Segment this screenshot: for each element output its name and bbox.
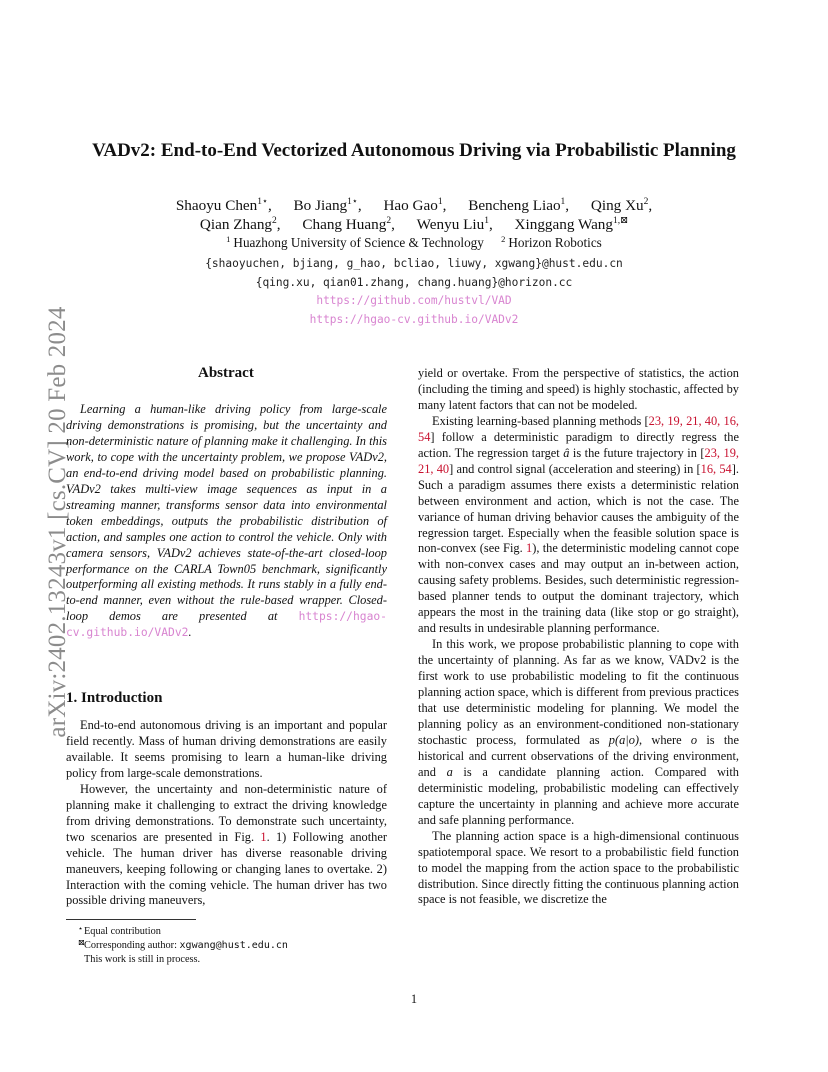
author: Xinggang Wang$^{1,⊠}$ xyxy=(514,216,629,233)
author: Shaoyu Chen$^{1⋆}$, xyxy=(175,197,272,214)
abstract-heading: Abstract xyxy=(198,365,254,381)
intro-heading: 1. Introduction xyxy=(66,690,163,706)
figure-ref[interactable]: 1 xyxy=(526,541,533,556)
email-horizon: {qing.xu, qian01.zhang, chang.huang}@horizon.cc xyxy=(255,276,573,289)
author: Qian Zhang$^2$, xyxy=(199,216,281,233)
citation[interactable]: 23, 19, 21, 40 xyxy=(418,445,739,476)
figure-ref[interactable]: 1 xyxy=(260,829,267,844)
affiliations xyxy=(0,234,828,251)
affiliation: $^2$ Horizon Robotics xyxy=(501,234,602,250)
citation[interactable]: 23, 19, 21, 40, 16, 54 xyxy=(418,413,739,444)
author: Hao Gao$^1$, xyxy=(383,197,447,214)
author: Qing Xu$^2$, xyxy=(590,197,653,214)
body-paragraph: The planning action space is a high-dimensional continuous spatiotemporal space. We resort to a probabilistic field function to model the mapping from the action space to the probabilistic distribution. Since directly fitting the continuous planning action space is not feasible, we discretize the xyxy=(418,828,739,907)
footnote-rule xyxy=(66,919,196,920)
body-paragraph: yield or overtake. From the perspective of statistics, the action (including the timing and speed) is highly stochastic, affected by many latent factors that can not be modeled. xyxy=(418,366,739,412)
footnote-progress: This work is still in process. xyxy=(84,954,201,965)
author: Chang Huang$^2$, xyxy=(302,216,395,233)
authors-line-2 xyxy=(0,215,828,234)
footnotes xyxy=(78,924,288,967)
project-link[interactable]: https://hgao-cv.github.io/VADv2 xyxy=(309,313,519,326)
right-column xyxy=(418,366,739,908)
body-paragraph: In this work, we propose probabilistic planning to cope with the uncertainty of planning. As far as we know, VADv2 is the first work to use probabilistic modeling to fit the continuous planning action space, which is different from previous practices that use deterministic modeling for planning. We model the planning policy as an environment-conditioned non-stationary stochastic process, formulated as p(a|o), where o is the historical and current observations of the driving environment, and a is a candidate planning action. Compared with deterministic modeling, probabilistic modeling can effectively capture the uncertainty in planning and achieve more accurate and safe planning performance. xyxy=(418,637,739,827)
citation[interactable]: 16, 54 xyxy=(700,461,732,476)
authors-line-1 xyxy=(0,196,828,215)
abstract-body: Learning a human-like driving policy from large-scale driving demonstrations is promising, but the uncertainty and non-deterministic nature of planning make it challenging. In this work, to cope with the uncertainty problem, we propose VADv2, an end-to-end driving model based on probabilistic planning. VADv2 takes multi-view image sequences as input in a streaming manner, transforms sensor data into environmental token embeddings, outputs the probabilistic distribution of action, and samples one action to control the vehicle. Only with camera sensors, VADv2 achieves state-of-the-art closed-loop performance on the CARLA Town05 benchmark, significantly outperforming all existing methods. It runs stably in a fully end-to-end manner, even without the rule-based wrapper. Closed-loop demos are presented at https://hgao-cv.github.io/VADv2. xyxy=(66,402,387,640)
author: Bencheng Liao$^1$, xyxy=(468,197,570,214)
affiliation: $^1$ Huazhong University of Science & Technology xyxy=(226,234,484,250)
arxiv-identifier: arXiv:2402.13243v1 [cs.CV] 20 Feb 2024 xyxy=(44,306,71,738)
paper-title: VADv2: End-to-End Vectorized Autonomous Driving via Probabilistic Planning xyxy=(92,140,736,161)
intro-left-column xyxy=(66,718,387,909)
demo-link[interactable]: https://hgao-cv.github.io/VADv2 xyxy=(66,610,387,640)
footnote-corresponding: ⊠ Corresponding author: xgwang@hust.edu.cn xyxy=(78,938,288,951)
author: Wenyu Liu$^1$, xyxy=(416,216,493,233)
footnote-equal: ⋆ Equal contribution xyxy=(78,924,161,937)
page-number: 1 xyxy=(410,992,418,1006)
intro-paragraph: However, the uncertainty and non-deterministic nature of planning make it challenging to extract the driving knowledge from driving demonstrations. To demonstrate such uncertainty, two scenarios are presented in Fig. 1. 1) Following another vehicle. The human driver has diverse reasonable driving maneuvers, keeping following or changing lanes to overtake. 2) Interaction with the coming vehicle. The human driver has two possible driving maneuvers, xyxy=(66,781,387,908)
email-hust: {shaoyuchen, bjiang, g_hao, bcliao, liuwy, xgwang}@hust.edu.cn xyxy=(205,257,623,270)
body-paragraph: Existing learning-based planning methods [23, 19, 21, 40, 16, 54] follow a deterministic paradigm to directly regress the action. The regression target â is the future trajectory in [23, 19, 21, 40] and control signal (acceleration and steering) in [16, 54]. Such a paradigm assumes there exists a deterministic relation between environment and action, which is not the case. The variance of human driving behavior causes the ambiguity of the regression target. Especially when the feasible solution space is non-convex (see Fig. 1), the deterministic modeling cannot cope with non-convex cases and may output an in-between action, causing safety problems. Besides, such deterministic regression-based planner tends to output the dominant trajectory, which appears the most in the training data (like stop or go straight), and results in undesirable planning performance. xyxy=(418,413,740,636)
author: Bo Jiang$^{1⋆}$, xyxy=(293,197,362,214)
github-link[interactable]: https://github.com/hustvl/VAD xyxy=(316,294,512,307)
intro-paragraph: End-to-end autonomous driving is an important and popular field recently. Mass of human driving demonstrations are easily available. It seems promising to learn a human-like driving policy from large-scale demonstrations. xyxy=(66,718,387,780)
